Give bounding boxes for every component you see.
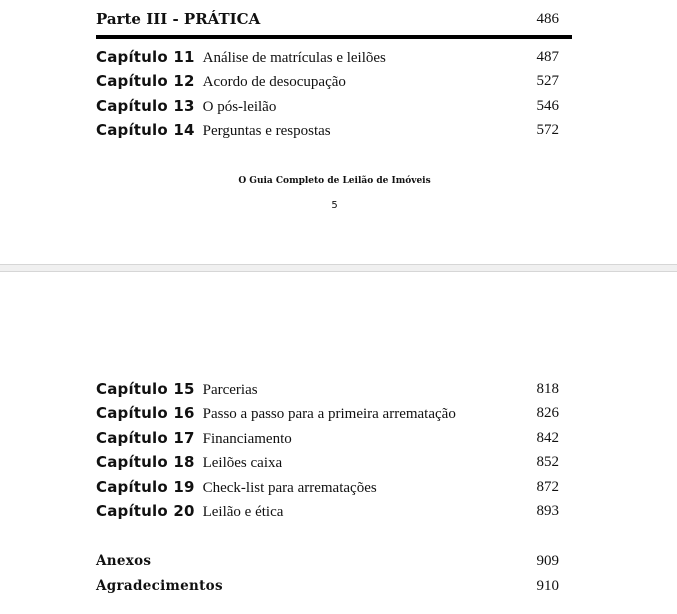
chapter-page: 527 bbox=[536, 73, 559, 90]
appendix-label: Agradecimentos bbox=[96, 578, 223, 594]
toc-entry-chapter-14[interactable] bbox=[96, 120, 572, 144]
toc-entry-chapter-11[interactable] bbox=[96, 47, 572, 71]
toc-entry-chapter-18[interactable] bbox=[96, 452, 572, 476]
chapter-page: 818 bbox=[536, 381, 559, 397]
chapter-title: Passo a passo para a primeira arrematação bbox=[202, 406, 456, 423]
chapter-page: 546 bbox=[536, 97, 559, 114]
chapter-title: Perguntas e respostas bbox=[202, 123, 331, 140]
chapter-title: Leilão e ética bbox=[202, 503, 284, 520]
document-page-bottom bbox=[0, 272, 677, 614]
toc-entry-agradecimentos[interactable] bbox=[96, 576, 572, 598]
chapter-label: Capítulo 18 bbox=[96, 453, 195, 472]
chapter-page: 852 bbox=[536, 454, 559, 471]
part-heading-title: Parte III - PRÁTICA bbox=[96, 10, 261, 28]
toc-entry-chapter-13[interactable] bbox=[96, 96, 572, 120]
toc-entry-anexos[interactable] bbox=[96, 551, 572, 573]
appendix-label: Anexos bbox=[96, 553, 152, 569]
appendix-page: 909 bbox=[536, 553, 559, 569]
chapter-label: Capítulo 12 bbox=[96, 72, 195, 91]
chapter-title: Leilões caixa bbox=[202, 455, 283, 472]
part-heading-page: 486 bbox=[536, 11, 559, 27]
toc-entry-chapter-20[interactable] bbox=[96, 501, 572, 525]
chapter-label: Capítulo 14 bbox=[96, 121, 195, 140]
toc-list-top bbox=[96, 47, 572, 145]
page-separator bbox=[0, 264, 677, 272]
chapter-label: Capítulo 11 bbox=[96, 48, 195, 66]
chapter-page: 826 bbox=[536, 405, 559, 422]
chapter-label: Capítulo 19 bbox=[96, 477, 195, 496]
chapter-title: O pós-leilão bbox=[202, 98, 277, 115]
part-divider-rule bbox=[96, 35, 572, 39]
chapter-page: 487 bbox=[536, 49, 559, 65]
chapter-page: 893 bbox=[536, 502, 559, 519]
document-page-top bbox=[0, 0, 677, 266]
chapter-page: 872 bbox=[536, 478, 559, 495]
chapter-title: Análise de matrículas e leilões bbox=[202, 50, 386, 66]
toc-entry-chapter-15[interactable] bbox=[96, 379, 572, 403]
chapter-title: Parcerias bbox=[202, 382, 258, 398]
toc-entry-chapter-12[interactable] bbox=[96, 71, 572, 95]
toc-list-bottom bbox=[96, 379, 572, 525]
chapter-label: Capítulo 16 bbox=[96, 404, 195, 423]
chapter-label: Capítulo 15 bbox=[96, 380, 195, 398]
chapter-title: Acordo de desocupação bbox=[202, 74, 346, 91]
appendix-page: 910 bbox=[536, 578, 559, 594]
page-number: 5 bbox=[331, 200, 338, 211]
chapter-page: 842 bbox=[536, 429, 559, 446]
running-footer-title: O Guia Completo de Leilão de Imóveis bbox=[238, 176, 431, 186]
chapter-title: Check-list para arrematações bbox=[202, 479, 377, 496]
chapter-page: 572 bbox=[536, 122, 559, 139]
toc-entry-chapter-16[interactable] bbox=[96, 403, 572, 427]
chapter-label: Capítulo 20 bbox=[96, 501, 195, 520]
part-heading bbox=[96, 10, 572, 28]
chapter-label: Capítulo 13 bbox=[96, 96, 195, 115]
chapter-label: Capítulo 17 bbox=[96, 428, 195, 447]
toc-entry-chapter-17[interactable] bbox=[96, 428, 572, 452]
chapter-title: Financiamento bbox=[202, 430, 292, 447]
toc-entry-chapter-19[interactable] bbox=[96, 477, 572, 501]
